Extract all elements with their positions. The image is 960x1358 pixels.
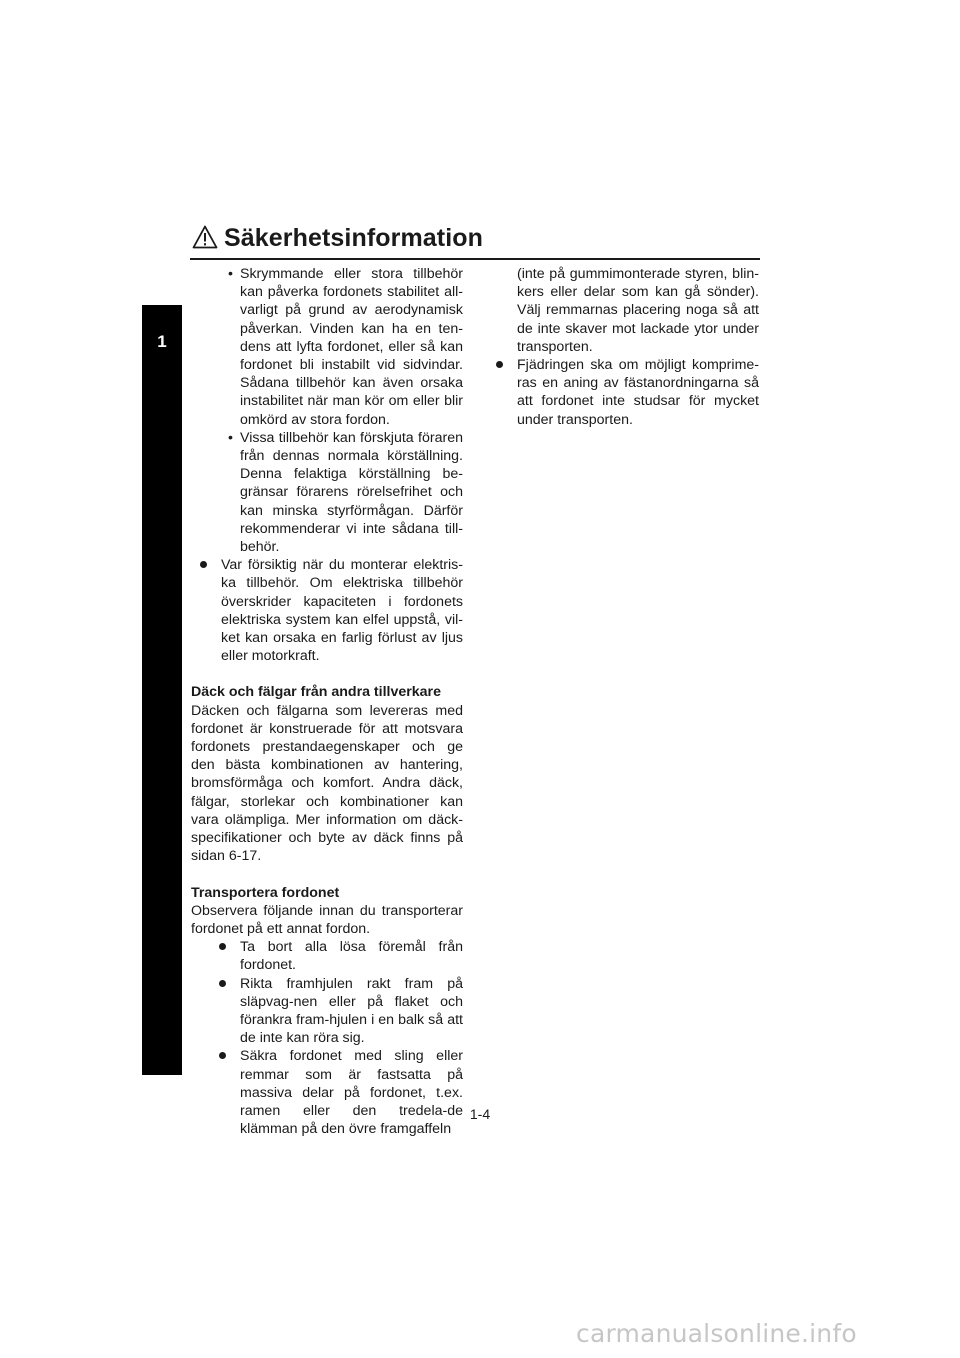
left-column [191, 265, 463, 1138]
right-column [487, 265, 759, 429]
section-body-tires: Däcken och fälgarna som levereras med fordonet är konstruerade för att motsvara fordonets prestandaegenskaper och ge den bästa kombinationen av hantering, bromsförmåga och komfort. Andra däck, fälgar, storlekar och kombinationer kan vara olämpliga. Mer information om däck-specifikationer och byte av däck finns på sidan 6-17. [191, 702, 463, 865]
bullet-dot-icon [219, 980, 226, 987]
bullet-text: Fjädringen ska om möjligt komprime-ras en aning av fästanordningarna så att fordonet inte studsar för mycket under transporten. [517, 357, 759, 428]
bullet-item [191, 556, 463, 665]
page-header [190, 222, 760, 260]
bullet-dot-icon [219, 1052, 226, 1059]
section-intro-transport: Observera följande innan du transporterar fordonet på ett annat fordon. [191, 902, 463, 937]
section-heading-tires: Däck och fälgar från andra tillverkare [191, 684, 441, 701]
bullet-text: Säkra fordonet med sling eller remmar som är fastsatta på massiva delar på fordonet, t.ex. ramen eller den tredela-de klämman på den övre framgaffeln [240, 1048, 463, 1138]
bullet-dot-icon [496, 361, 503, 368]
bullet-dot-icon [219, 943, 226, 950]
section-heading-transport: Transportera fordonet [191, 884, 340, 901]
bullet-item [191, 938, 463, 974]
bullet-item [191, 1047, 463, 1138]
bullet-dot-icon [200, 561, 207, 568]
warning-triangle-icon [192, 225, 218, 249]
bullet-item [191, 975, 463, 1048]
bullet-text: Rikta framhjulen rakt fram på släpvag-nen eller på flaket och förankra fram-hjulen i en balk så att de inte kan röra sig. [240, 975, 463, 1047]
page-number: 1-4 [469, 1106, 491, 1122]
sub-bullet-item: • Skrymmande eller stora tillbehör kan påverka fordonets stabilitet all-varligt på grund av aerodynamisk påverkan. Vinden kan ha en ten-dens att lyfta fordonet, eller så kan fordonet bli instabilt vid sidvindar. Sådana tillbehör kan även orsaka instabilitet när man kör om eller blir omkörd av stora fordon. [191, 265, 463, 429]
chapter-number: 1 [157, 332, 167, 351]
sub-bullet-item: • Vissa tillbehör kan förskjuta föraren från dennas normala körställning. Denna felaktiga körställning be-gränsar förarens rörelsefrihet och kan minska styrförmågan. Därför rekommenderar vi inte sådana till-behör. [191, 429, 463, 556]
bullet-text: Ta bort alla lösa föremål från fordonet. [240, 939, 463, 974]
chapter-tab [142, 305, 182, 1075]
bullet-item [487, 356, 759, 429]
bullet-text: Var försiktig när du monterar elektris-ka tillbehör. Om elektriska tillbehör överskrider kapaciteten i fordonets elektriska system kan elfel uppstå, vil-ket kan orsaka en farlig förlust av ljus eller motorkraft. [221, 557, 463, 665]
watermark: carmanualsonline.info [576, 1319, 857, 1348]
continued-bullet-text: (inte på gummimonterade styren, blin-kers eller delar som kan gå sönder). Välj remmarnas placering noga så att de inte skaver mot lackade ytor under transporten. [517, 266, 759, 355]
page-title: Säkerhetsinformation [224, 224, 484, 252]
